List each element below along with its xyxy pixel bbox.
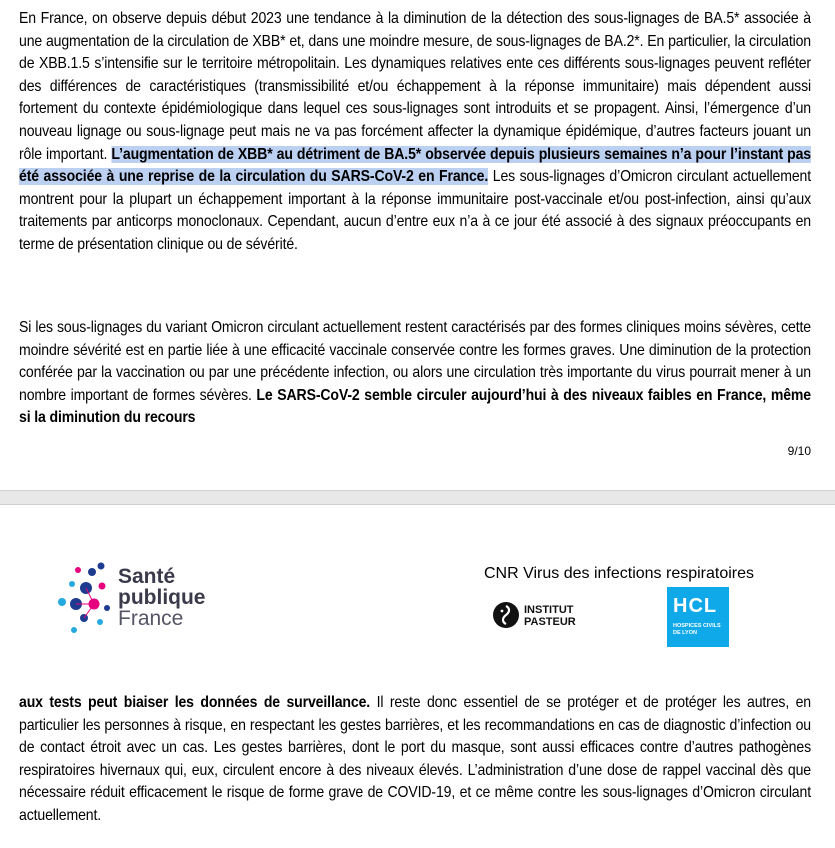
spf-logo-line: Santé: [118, 565, 176, 588]
page-separator: [0, 490, 835, 505]
paragraph-text: Si les sous-lignages du variant Omicron circulant actuellement restent caractérisés par des formes cliniques moins sévères, cette moindre sévérité est en partie liée à une efficacité vaccinale conservée contre les formes graves. Une diminution de la protection conférée par la vaccination ou par une précédente infection, ou alors une circulation très importante du virus pourrait mener à un nombre important de formes sévères.: [19, 319, 811, 404]
spf-logo-line: publique: [118, 586, 206, 609]
spf-dots-icon: [56, 558, 116, 638]
highlighted-text[interactable]: L’augmentation de XBB* au détriment de BA.5* observée depuis plusieurs semaines n’a pour l’instant pas été associée à une reprise de la circulation du SARS-CoV-2 en France.: [19, 145, 812, 186]
page-number: 9/10: [787, 444, 811, 458]
bold-text: Le SARS-CoV-2 semble circuler aujourd’hui à des niveaux faibles en France, même si la diminution du recours: [19, 386, 812, 427]
paragraph-text: Il reste donc essentiel de se protéger et de protéger les autres, en particulier les personnes à risque, en respectant les gestes barrières, et les recommandations en cas de diagnostic d’infection ou de contact étroit avec un cas. Les gestes barrières, dont le port du masque, sont aussi efficaces contre d’autres pathogènes respiratoires hivernaux qui, eux, circulent encore à des niveaux élevés. L’administration d’une dose de rappel vaccinal dès que nécessaire réduit efficacement le risque de forme grave de COVID-19, et ce même contre les sous-lignages d’Omicron circulant actuellement.: [19, 694, 811, 824]
institut-pasteur-logo: [492, 600, 588, 634]
sante-publique-france-logo: [56, 558, 226, 638]
spf-logo-line: France: [118, 607, 184, 630]
paragraph-severity: [19, 317, 811, 430]
hcl-logo-subtext: DE LYON: [673, 629, 697, 636]
paragraph-text: En France, on observe depuis début 2023 une tendance à la diminution de la détection des sous-lignages de BA.5* associée à une augmentation de la circulation de XBB* et, dans une moindre mesure, de sous-lignages de BA.2*. En particulier, la circulation de XBB.1.5 s’intensifie sur le territoire métropolitain. Les dynamiques relatives ente ces différents sous-lignages peuvent refléter des différences de caractéristiques (transmissibilité et/ou échappement à la réponse immunitaire) mais dépendent aussi fortement du contexte épidémiologique dans lequel ces sous-lignages sont introduits et se propagent. Ainsi, l’émergence d’un nouveau lignage ou sous-lignage peut mais ne va pas forcément affecter la dynamique épidémique, d’autres facteurs jouant un rôle important.: [19, 10, 811, 163]
paragraph-variants: [19, 8, 811, 257]
pasteur-logo-line: PASTEUR: [524, 616, 576, 628]
hcl-logo: [667, 587, 729, 647]
paragraph-text: Les sous-lignages d’Omicron circulant actuellement montrent pour la plupart un échappement important à la réponse immunitaire post-vaccinale et/ou post-infection, ainsi qu’aux traitements par anticorps monoclonaux. Cependant, aucun d’entre eux n’a à ce jour été associé à des signaux préoccupants en terme de présentation clinique ou de sévérité.: [19, 168, 811, 253]
hcl-logo-text: HCL: [673, 595, 718, 617]
hcl-logo-subtext: HOSPICES CIVILS: [673, 623, 721, 629]
cnr-title: CNR Virus des infections respiratoires: [484, 565, 755, 582]
pasteur-logo-line: INSTITUT: [524, 604, 574, 616]
paragraph-recommendations: [19, 692, 811, 828]
pasteur-emblem-icon: [492, 600, 520, 630]
bold-text: aux tests peut biaiser les données de surveillance.: [19, 694, 371, 711]
